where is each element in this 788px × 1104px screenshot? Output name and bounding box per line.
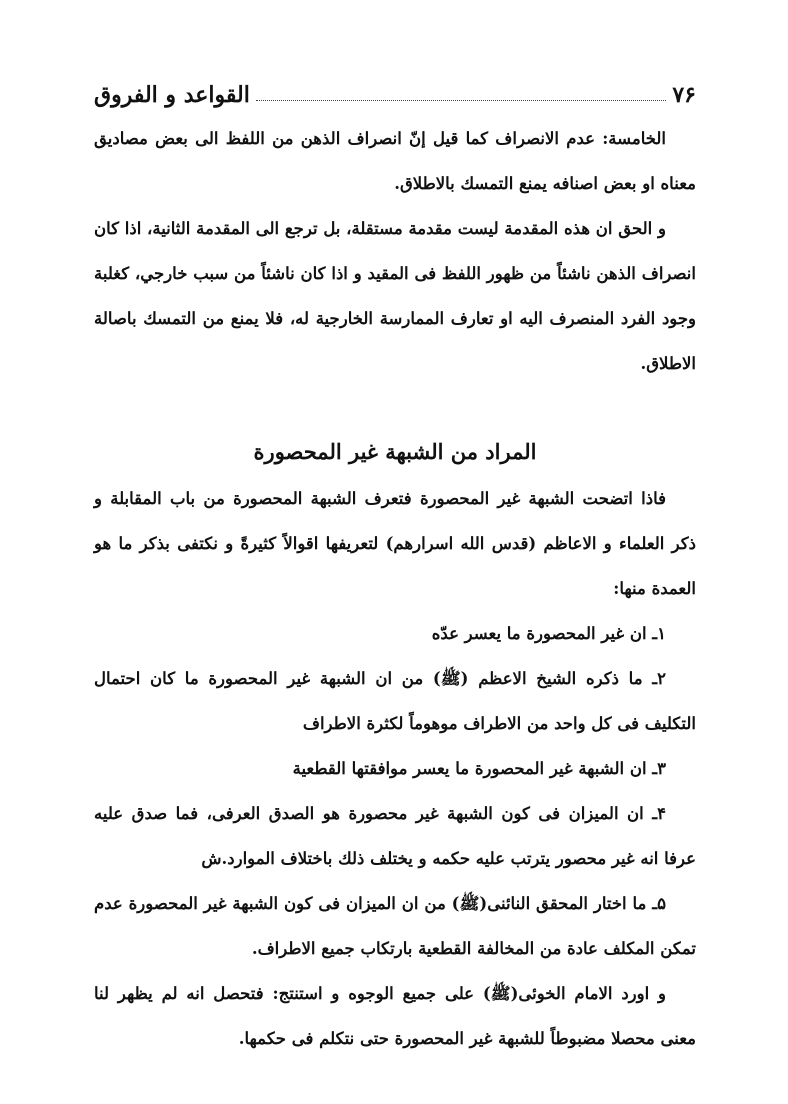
section-heading: المراد من الشبهة غير المحصورة	[253, 439, 537, 464]
list-item: ٣ـ ان الشبهة غير المحصورة ما يعسر موافقتها القطعية	[292, 759, 666, 778]
closing-paragraph: و اورد الامام الخوئى(ﷺ) على جميع الوجوه و استنتج: فتحصل انه لم يظهر لنا معنى محصلا مضبوطاً للشبهة غير المحصورة حتى نتكلم فى حكمها.	[94, 984, 696, 1048]
running-title: القواعد و الفروق	[94, 82, 250, 108]
page-number: ٧۶	[672, 82, 696, 108]
paragraph-truth: و الحق ان هذه المقدمة ليست مقدمة مستقلة، بل ترجع الى المقدمة الثانية، اذا كان انصراف الذهن ناشئاً من ظهور اللفظ فى المقيد و اذا كان ناشئاً من سبب خارجي، كغلبة وجود الفرد المنصرف اليه او تعارف الممارسة الخارجية له، فلا يمنع من التمسك باصالة الاطلاق.	[94, 219, 696, 373]
section-intro: فاذا اتضحت الشبهة غير المحصورة فتعرف الشبهة المحصورة من باب المقابلة و ذكر العلماء و الاعاظم (قدس الله اسرارهم) لتعريفها اقوالاً كثيرةً و نكتفى بذكر ما هو العمدة منها:	[94, 489, 696, 598]
spacer	[94, 386, 696, 428]
paragraph-fifth-premise: الخامسة: عدم الانصراف كما قيل إنّ انصراف الذهن من اللفظ الى بعض مصاديق معناه او بعض اصنافه يمنع التمسك بالاطلاق.	[94, 129, 696, 193]
page-body	[94, 116, 696, 1061]
header-dotted-leader	[256, 99, 667, 101]
list-item: ۴ـ ان الميزان فى كون الشبهة غير محصورة هو الصدق العرفى، فما صدق عليه عرفا انه غير محصور يترتب عليه حكمه و يختلف ذلك باختلاف الموارد.ش	[94, 804, 696, 868]
list-item: ۵ـ ما اختار المحقق النائنى(ﷺ) من ان الميزان فى كون الشبهة غير المحصورة عدم تمكن المكلف عادة من المخالفة القطعية بارتكاب جميع الاطراف.	[94, 894, 696, 958]
list-item: ١ـ ان غير المحصورة ما يعسر عدّه	[431, 624, 666, 643]
page-header	[94, 68, 696, 108]
list-item: ٢ـ ما ذكره الشيخ الاعظم (ﷺ) من ان الشبهة غير المحصورة ما كان احتمال التكليف فى كل واحد من الاطراف موهوماً لكثرة الاطراف	[94, 669, 696, 733]
